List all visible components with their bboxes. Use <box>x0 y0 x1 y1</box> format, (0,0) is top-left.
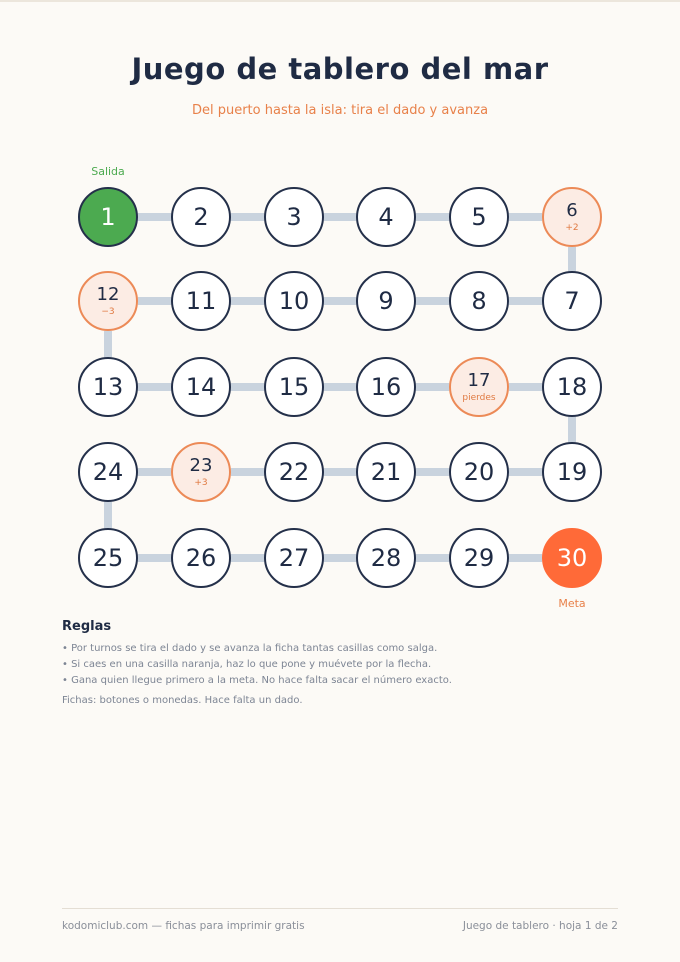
cell-number: 10 <box>278 287 310 315</box>
path-segment <box>231 297 264 305</box>
board-cell-21 <box>356 442 416 502</box>
cell-number: 4 <box>378 203 394 231</box>
path-segment <box>416 213 449 221</box>
start-cell-1 <box>78 187 138 247</box>
cell-number: 27 <box>278 544 310 572</box>
cell-instruction: +2 <box>565 222 579 233</box>
top-border <box>0 0 680 2</box>
path-segment <box>104 331 112 357</box>
cell-number: 2 <box>193 203 209 231</box>
path-segment <box>509 213 542 221</box>
cell-number: 5 <box>471 203 487 231</box>
board-cell-19 <box>542 442 602 502</box>
board-cell-18 <box>542 357 602 417</box>
cell-number: 21 <box>370 458 402 486</box>
board-cell-10 <box>264 271 324 331</box>
path-segment <box>231 554 264 562</box>
path-segment <box>138 468 171 476</box>
cell-number: 26 <box>185 544 217 572</box>
cell-instruction: −3 <box>101 306 115 317</box>
cell-number: 16 <box>370 373 402 401</box>
rules-list <box>62 641 452 689</box>
cell-number: 9 <box>378 287 394 315</box>
path-segment <box>568 417 576 442</box>
cell-number: 6 <box>566 199 578 221</box>
path-segment <box>324 554 356 562</box>
special-cell-12 <box>78 271 138 331</box>
footer-site: kodomiclub.com — fichas para imprimir gratis <box>62 920 305 932</box>
cell-number: 29 <box>463 544 495 572</box>
cell-number: 20 <box>463 458 495 486</box>
cell-number: 22 <box>278 458 310 486</box>
path-segment <box>138 297 171 305</box>
cell-number: 28 <box>370 544 402 572</box>
cell-number: 30 <box>556 544 588 572</box>
rules-title: Reglas <box>62 619 112 634</box>
path-segment <box>138 554 171 562</box>
page-title: Juego de tablero del mar <box>131 52 549 86</box>
cell-number: 17 <box>467 369 491 391</box>
path-segment <box>324 297 356 305</box>
special-cell-6 <box>542 187 602 247</box>
footer-divider <box>62 908 618 909</box>
path-segment <box>138 213 171 221</box>
board-cell-29 <box>449 528 509 588</box>
page-subtitle: Del puerto hasta la isla: tira el dado y avanza <box>191 103 489 118</box>
cell-number: 8 <box>471 287 487 315</box>
path-segment <box>231 213 264 221</box>
cell-number: 7 <box>564 287 580 315</box>
board-cell-4 <box>356 187 416 247</box>
board-cell-24 <box>78 442 138 502</box>
cell-number: 23 <box>189 454 213 476</box>
cell-instruction: +3 <box>194 477 208 488</box>
path-segment <box>509 297 542 305</box>
special-cell-23 <box>171 442 231 502</box>
board-cell-25 <box>78 528 138 588</box>
path-segment <box>416 554 449 562</box>
board-cell-5 <box>449 187 509 247</box>
board-cell-13 <box>78 357 138 417</box>
board-cell-8 <box>449 271 509 331</box>
board-cell-16 <box>356 357 416 417</box>
cell-number: 1 <box>100 203 116 231</box>
path-segment <box>231 468 264 476</box>
path-segment <box>324 213 356 221</box>
special-cell-17 <box>449 357 509 417</box>
footer-page-info: Juego de tablero · hoja 1 de 2 <box>462 920 618 932</box>
path-segment <box>416 468 449 476</box>
board-cell-28 <box>356 528 416 588</box>
rule-item: • Si caes en una casilla naranja, haz lo que pone y muévete por la flecha. <box>62 659 432 670</box>
cell-number: 25 <box>92 544 124 572</box>
path-segment <box>324 468 356 476</box>
path-segment <box>416 297 449 305</box>
rule-item: • Gana quien llegue primero a la meta. No hace falta sacar el número exacto. <box>62 675 452 686</box>
goal-cell-30 <box>542 528 602 588</box>
board-cell-20 <box>449 442 509 502</box>
path-segment <box>104 502 112 528</box>
game-board <box>0 150 680 620</box>
cell-number: 15 <box>278 373 310 401</box>
cell-number: 12 <box>96 283 120 305</box>
path-segment <box>231 383 264 391</box>
start-label: Salida <box>91 165 125 178</box>
path-segment <box>568 247 576 271</box>
rule-item: • Por turnos se tira el dado y se avanza la ficha tantas casillas como salga. <box>62 643 438 654</box>
goal-label: Meta <box>558 597 586 610</box>
cell-number: 19 <box>556 458 588 486</box>
board-cell-15 <box>264 357 324 417</box>
path-segment <box>138 383 171 391</box>
board-cell-14 <box>171 357 231 417</box>
board-cell-11 <box>171 271 231 331</box>
board-cell-27 <box>264 528 324 588</box>
cell-number: 11 <box>185 287 217 315</box>
path-segment <box>509 554 542 562</box>
cell-number: 3 <box>286 203 302 231</box>
cell-number: 18 <box>556 373 588 401</box>
board-cell-22 <box>264 442 324 502</box>
cell-instruction: pierdes <box>462 392 496 403</box>
path-segment <box>509 468 542 476</box>
board-cell-26 <box>171 528 231 588</box>
cell-number: 24 <box>92 458 124 486</box>
board-cell-9 <box>356 271 416 331</box>
board-cell-7 <box>542 271 602 331</box>
cell-number: 14 <box>185 373 217 401</box>
path-segment <box>324 383 356 391</box>
path-segment <box>509 383 542 391</box>
board-cell-2 <box>171 187 231 247</box>
path-segment <box>416 383 449 391</box>
materials-note: Fichas: botones o monedas. Hace falta un dado. <box>62 695 303 706</box>
cell-number: 13 <box>92 373 124 401</box>
board-cell-3 <box>264 187 324 247</box>
